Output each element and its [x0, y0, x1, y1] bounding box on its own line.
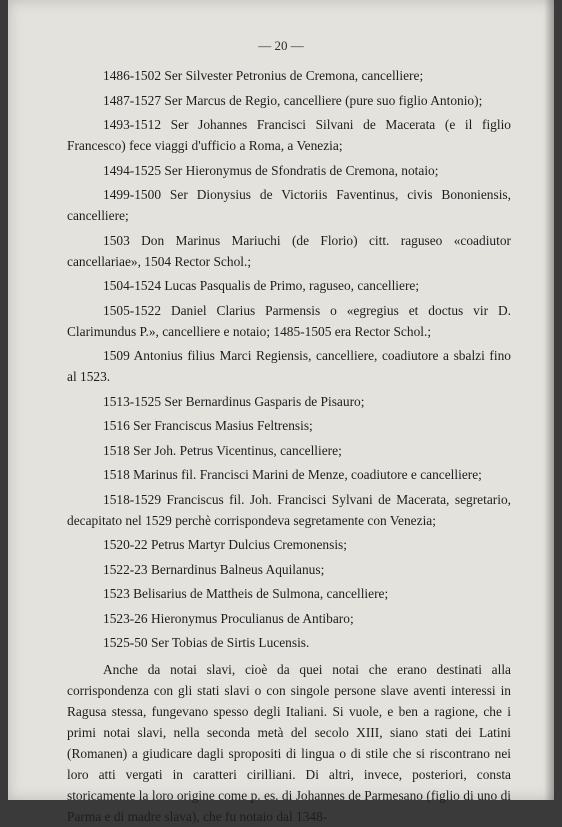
- entry-1522: 1522-23 Bernardinus Balneus Aquilanus;: [103, 561, 325, 577]
- entry-1509: 1509 Antonius filius Marci Regiensis, cancelliere, coadiutore a sbalzi fino al 1523.: [67, 348, 511, 384]
- entry-1499: 1499-1500 Ser Dionysius de Victoriis Faventinus, civis Bononiensis, cancelliere;: [67, 187, 511, 223]
- entry-1518-a: 1518 Ser Joh. Petrus Vicentinus, cancelliere;: [103, 442, 342, 458]
- entry-1493: 1493-1512 Ser Johannes Francisci Silvani de Macerata (e il figlio Francesco) fece viaggi d'ufficio a Roma, a Venezia;: [67, 117, 511, 153]
- entry-1518-b: 1518 Marinus fil. Francisci Marini de Menze, coadiutore e cancelliere;: [103, 467, 482, 482]
- page-edge-shadow: [544, 0, 554, 800]
- document-page: [8, 0, 554, 824]
- page-body: [67, 65, 511, 827]
- entry-1503: 1503 Don Marinus Mariuchi (de Florio) citt. raguseo «coadiutor cancellariae», 1504 Rector Schol.;: [67, 232, 511, 269]
- page-number: — 20 —: [258, 38, 304, 53]
- entry-1525: 1525-50 Ser Tobias de Sirtis Lucensis.: [103, 635, 310, 650]
- entry-1513: 1513-1525 Ser Bernardinus Gasparis de Pisauro;: [103, 393, 365, 409]
- entry-1516: 1516 Ser Franciscus Masius Feltrensis;: [103, 418, 313, 433]
- entry-1520: 1520-22 Petrus Martyr Dulcius Cremonensis;: [103, 537, 347, 552]
- entry-1487: 1487-1527 Ser Marcus de Regio, cancelliere (pure suo figlio Antonio);: [103, 92, 483, 108]
- entry-1523-b: 1523-26 Hieronymus Proculianus de Antibaro;: [103, 610, 354, 626]
- entry-1494: 1494-1525 Ser Hieronymus de Sfondratis de Cremona, notaio;: [103, 162, 439, 178]
- entry-1523-a: 1523 Belisarius de Mattheis de Sulmona, cancelliere;: [103, 586, 389, 601]
- entry-1486: 1486-1502 Ser Silvester Petronius de Cremona, cancelliere;: [103, 68, 424, 83]
- entry-1504: 1504-1524 Lucas Pasqualis de Primo, raguseo, cancelliere;: [103, 278, 420, 293]
- entry-1518-1529: 1518-1529 Franciscus fil. Joh. Francisci Sylvani de Macerata, segretario, decapitato nel 1529 perchè corrispondeva segretamente con Venezia;: [67, 491, 511, 528]
- entry-1505: 1505-1522 Daniel Clarius Parmensis o «egregius et doctus vir D. Clarimundus P.», cancelliere e notaio; 1485-1505 era Rector Schol.;: [67, 302, 511, 339]
- body-paragraph: Anche da notai slavi, cioè da quei notai che erano destinati alla corrispondenza con gli stati slavi o con singole persone slave aventi interessi in Ragusa stessa, fungevano spesso degli Italiani. Si vuole, e ben a ragione, che i primi notai slavi, nella seconda metà del secolo XIII, siano stati dei Latini (Romanen) a giudicare dagli spropositi di lingua o di stile che si riscontrano nei loro atti vergati in caratteri cirilliani. Di altri, invece, posteriori, consta storicamente la loro origine come p. es. di Johannes de Parmesano (figlio di uno di Parma e di madre slava), che fu notaio dal 1348-: [67, 662, 511, 824]
